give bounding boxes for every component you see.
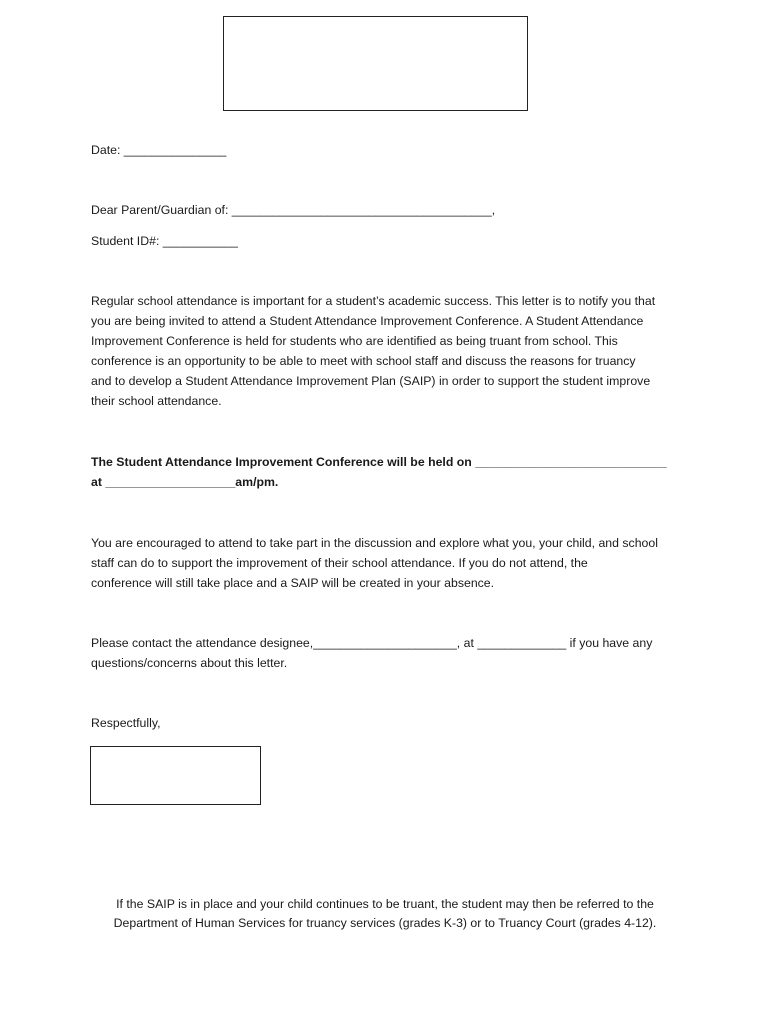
contact-paragraph	[91, 633, 691, 673]
encourage-paragraph	[91, 533, 691, 593]
closing-text: Respectfully,	[91, 716, 161, 730]
intro-paragraph-line: you are being invited to attend a Student Attendance Improvement Conference. A Student Attendance	[91, 314, 644, 328]
logo-placeholder-box	[223, 16, 528, 111]
conference-notice	[91, 452, 691, 492]
signature-box	[90, 746, 261, 805]
encourage-paragraph-line: You are encouraged to attend to take part in the discussion and explore what you, your child, and school	[91, 536, 658, 550]
encourage-paragraph-line: staff can do to support the improvement of their school attendance. If you do not attend, the	[91, 556, 588, 570]
parent-guardian-line: Dear Parent/Guardian of: ______________________________________,	[91, 203, 496, 217]
conference-notice-line: at ___________________am/pm.	[91, 475, 279, 489]
footer-line: Department of Human Services for truancy services (grades K-3) or to Truancy Court (grades 4-12).	[113, 916, 657, 930]
footer-note	[60, 895, 710, 933]
student-id-line: Student ID#: ___________	[91, 234, 239, 248]
intro-paragraph	[91, 291, 691, 411]
contact-paragraph-line: questions/concerns about this letter.	[91, 656, 288, 670]
intro-paragraph-line: and to develop a Student Attendance Improvement Plan (SAIP) in order to support the student improve	[91, 374, 651, 388]
footer-line: If the SAIP is in place and your child continues to be truant, the student may then be referred to the	[116, 897, 654, 911]
intro-paragraph-line: their school attendance.	[91, 394, 222, 408]
intro-paragraph-line: conference is an opportunity to be able to meet with school staff and discuss the reasons for truancy	[91, 354, 636, 368]
contact-paragraph-line: Please contact the attendance designee,_____________________, at _____________ if you have any	[91, 636, 653, 650]
encourage-paragraph-line: conference will still take place and a SAIP will be created in your absence.	[91, 576, 495, 590]
date-line: Date: _______________	[91, 143, 227, 157]
intro-paragraph-line: Improvement Conference is held for students who are identified as being truant from school. This	[91, 334, 618, 348]
conference-notice-line: The Student Attendance Improvement Conference will be held on ____________________________	[91, 455, 667, 469]
intro-paragraph-line: Regular school attendance is important for a student’s academic success. This letter is to notify you that	[91, 294, 656, 308]
